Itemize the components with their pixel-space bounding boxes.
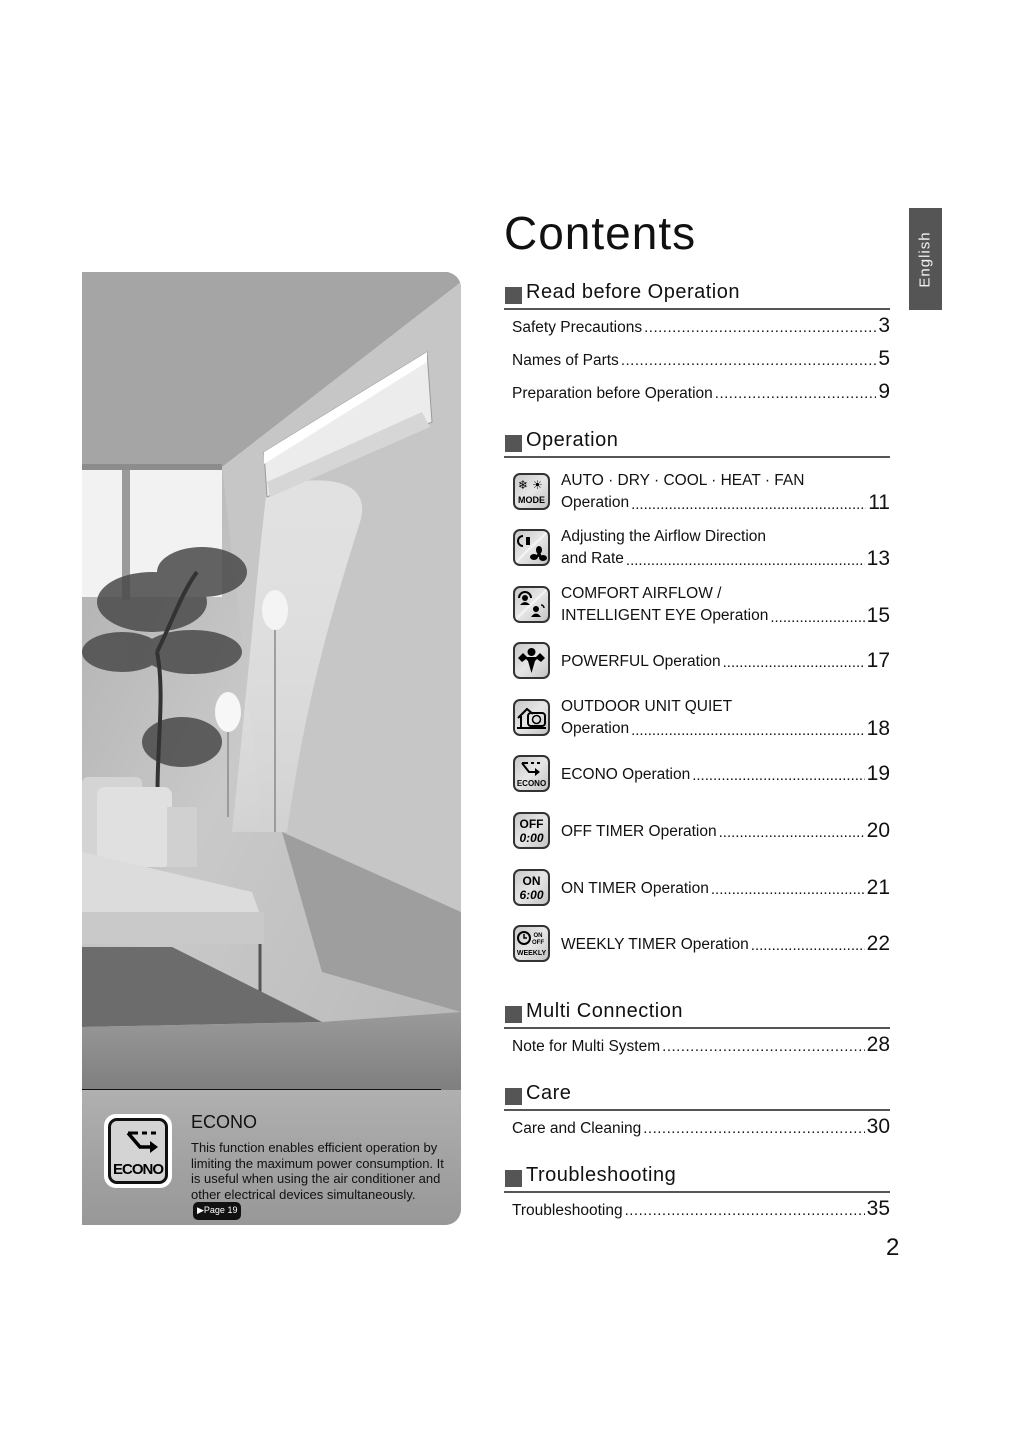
page-reference-link[interactable]: ▶Page 19 — [193, 1202, 241, 1220]
svg-text:OFF: OFF — [519, 817, 544, 831]
leader-dots — [723, 654, 865, 672]
section-marker-icon — [505, 287, 522, 304]
toc-entry-page: 22 — [866, 932, 890, 955]
toc-entry-care-and-cleaning[interactable] — [512, 1116, 890, 1138]
econo-icon-label: ECONO — [112, 1161, 163, 1178]
airflow-direction-rate-icon — [513, 529, 550, 566]
comfort-airflow-intelligent-eye-icon — [513, 586, 550, 623]
section-marker-icon — [505, 1088, 522, 1105]
feature-title: ECONO — [191, 1112, 258, 1132]
toc-entry-names-of-parts[interactable] — [512, 348, 890, 370]
toc-entry-comfort-airflow-intelligent-eye[interactable] — [513, 583, 890, 627]
section-heading-text: Troubleshooting — [526, 1164, 677, 1186]
toc-entry-label-line1: Adjusting the Airflow Direction — [561, 528, 767, 545]
leader-dots — [711, 881, 865, 899]
section-marker-icon — [505, 435, 522, 452]
toc-entry-label: Preparation before Operation — [512, 385, 713, 402]
svg-text:☀: ☀ — [532, 478, 543, 492]
svg-text:WEEKLY: WEEKLY — [516, 950, 547, 957]
leader-dots — [719, 824, 865, 842]
toc-entry-safety-precautions[interactable] — [512, 315, 890, 337]
toc-entry-powerful-operation[interactable] — [513, 642, 890, 682]
leader-dots — [715, 385, 877, 403]
toc-entry-page: 35 — [866, 1197, 890, 1220]
toc-entry-mode-operation[interactable] — [513, 470, 890, 514]
leader-dots — [692, 767, 864, 785]
section-marker-icon — [505, 1170, 522, 1187]
toc-entry-label-line2: and Rate — [561, 550, 624, 567]
econo-icon — [513, 755, 550, 792]
leader-dots — [751, 937, 865, 955]
toc-entry-outdoor-unit-quiet[interactable] — [513, 696, 890, 740]
toc-entry-page: 3 — [878, 314, 890, 337]
language-tab-label: English — [917, 230, 935, 288]
toc-entry-page: 19 — [866, 762, 890, 785]
toc-entry-label-line1: AUTO · DRY · COOL · HEAT · FAN — [561, 472, 805, 489]
toc-entry-page: 17 — [866, 649, 890, 672]
section-marker-icon — [505, 1006, 522, 1023]
leader-dots — [626, 552, 865, 570]
toc-entry-label-line2: Operation — [561, 720, 630, 737]
toc-entry-page: 30 — [866, 1115, 890, 1138]
svg-text:0:00: 0:00 — [519, 831, 544, 845]
toc-entry-label-line2: INTELLIGENT EYE Operation — [561, 607, 769, 624]
powerful-icon — [513, 642, 550, 679]
toc-entry-page: 28 — [866, 1033, 890, 1056]
weekly-timer-icon — [513, 925, 550, 962]
svg-text:ON: ON — [533, 933, 543, 939]
toc-entry-page: 15 — [866, 603, 890, 627]
toc-entry-econo-operation[interactable] — [513, 755, 890, 795]
toc-entry-label: Care and Cleaning — [512, 1120, 642, 1137]
toc-entry-page: 20 — [866, 819, 890, 842]
language-tab — [909, 208, 942, 310]
leader-dots — [662, 1038, 864, 1056]
section-heading-read-before-operation — [504, 281, 890, 310]
svg-text:❄: ❄ — [518, 478, 529, 492]
toc-entry-on-timer-operation[interactable] — [513, 869, 890, 909]
econo-arrow-icon — [114, 1125, 170, 1161]
toc-entry-label: Names of Parts — [512, 352, 619, 369]
section-heading-text: Read before Operation — [526, 281, 740, 303]
toc-entry-label: POWERFUL Operation — [561, 652, 721, 670]
toc-entry-label: ECONO Operation — [561, 765, 691, 783]
toc-entry-page: 9 — [878, 380, 890, 403]
toc-entry-page: 18 — [866, 716, 890, 740]
leader-dots — [631, 722, 865, 740]
svg-text:ON: ON — [522, 874, 541, 888]
toc-entry-airflow-direction-rate[interactable] — [513, 526, 890, 570]
svg-text:OFF: OFF — [532, 940, 544, 946]
leader-dots — [643, 1120, 864, 1138]
section-heading-text: Care — [526, 1082, 572, 1104]
section-heading-multi-connection — [504, 1000, 890, 1029]
svg-text:MODE: MODE — [518, 495, 545, 505]
section-heading-text: Multi Connection — [526, 1000, 683, 1022]
toc-entry-label: ON TIMER Operation — [561, 879, 709, 897]
living-room-illustration — [82, 272, 461, 1090]
toc-entry-page: 13 — [866, 546, 890, 570]
page-title: Contents — [504, 207, 697, 259]
toc-entry-label-line1: COMFORT AIRFLOW / — [561, 585, 722, 602]
section-heading-text: Operation — [526, 429, 619, 451]
off-timer-icon — [513, 812, 550, 849]
svg-text:6:00: 6:00 — [519, 888, 544, 902]
on-timer-icon — [513, 869, 550, 906]
toc-entry-label: WEEKLY TIMER Operation — [561, 935, 749, 953]
toc-entry-label-line1: OUTDOOR UNIT QUIET — [561, 698, 733, 715]
toc-entry-label-line2: Operation — [561, 494, 630, 511]
leader-dots — [621, 352, 877, 370]
leader-dots — [625, 1202, 865, 1220]
toc-entry-off-timer-operation[interactable] — [513, 812, 890, 852]
room-photo-panel — [82, 272, 461, 1225]
mode-icon — [513, 473, 550, 510]
toc-entry-label: Note for Multi System — [512, 1038, 661, 1055]
section-heading-operation — [504, 429, 890, 458]
section-heading-care — [504, 1082, 890, 1111]
page-number: 2 — [886, 1234, 900, 1261]
toc-entry-label: OFF TIMER Operation — [561, 822, 717, 840]
toc-entry-note-for-multi-system[interactable] — [512, 1034, 890, 1056]
section-heading-troubleshooting — [504, 1164, 890, 1193]
svg-text:ECONO: ECONO — [516, 779, 547, 788]
feature-description — [191, 1140, 456, 1220]
toc-entry-page: 5 — [878, 347, 890, 370]
toc-entry-label: Troubleshooting — [512, 1202, 623, 1219]
toc-entry-troubleshooting[interactable] — [512, 1198, 890, 1220]
econo-feature-box — [82, 1090, 461, 1225]
outdoor-unit-quiet-icon — [513, 699, 550, 736]
feature-description-text: This function enables efficient operation by limiting the maximum power consumption. It is useful when using the air conditioner and other electrical devices simultaneously. — [191, 1140, 444, 1202]
toc-entry-preparation-before-operation[interactable] — [512, 381, 890, 403]
leader-dots — [631, 496, 866, 514]
toc-entry-page: 11 — [868, 490, 890, 514]
leader-dots — [644, 319, 876, 337]
toc-entry-label: Safety Precautions — [512, 319, 643, 336]
toc-entry-page: 21 — [866, 876, 890, 899]
leader-dots — [770, 609, 864, 627]
econo-icon — [104, 1114, 172, 1188]
toc-entry-weekly-timer-operation[interactable] — [513, 925, 890, 965]
